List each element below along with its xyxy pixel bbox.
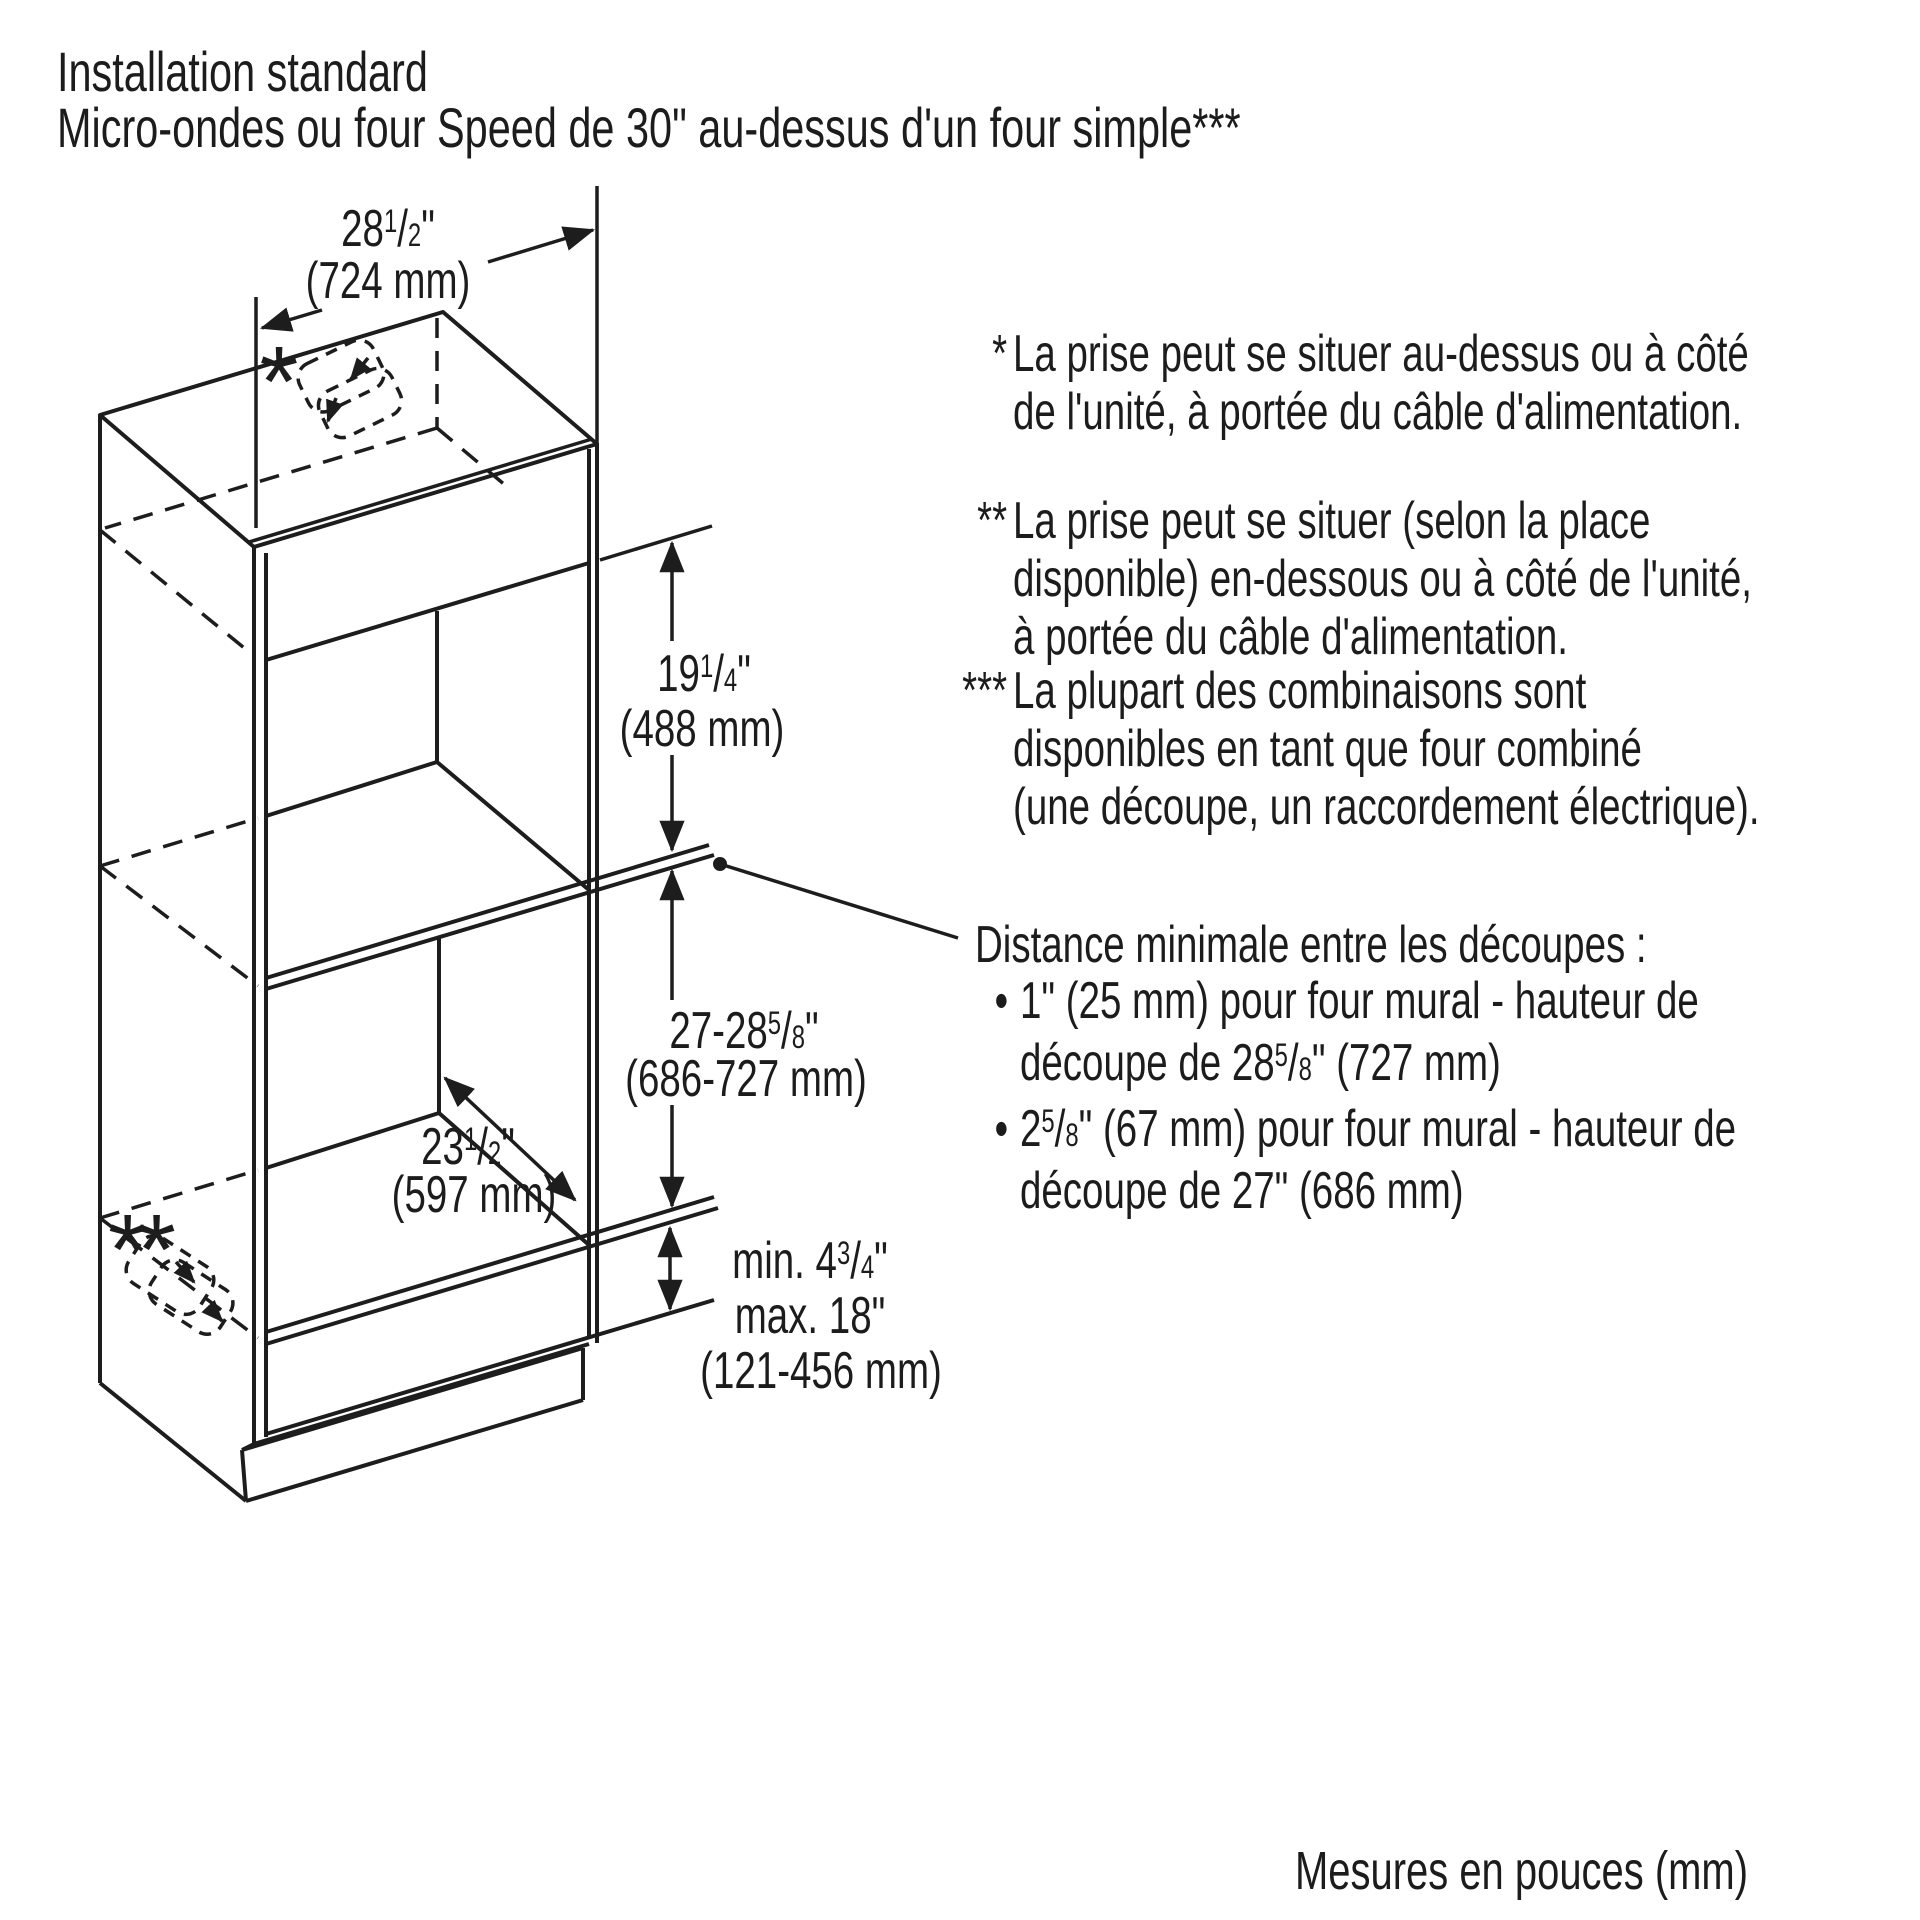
note-1-line-2: de l'unité, à portée du câble d'alimentation. [1013, 383, 1743, 441]
dim-bottom-min: min. $4^3/4$" [732, 1232, 888, 1290]
dim-upper-cutout-mm: (488 mm) [619, 700, 785, 758]
upper-ext-stub [600, 526, 712, 560]
dim-bottom-mm: (121-456 mm) [700, 1342, 942, 1400]
outlet-top-arrow-1 [351, 358, 368, 379]
side-bottom-edge [100, 1383, 246, 1501]
note-2-line-1: La prise peut se situer (selon la place [1013, 492, 1651, 550]
upper-cutout-top-edge [266, 563, 589, 660]
outlet-top-box-a [293, 335, 389, 418]
note-3-line-1: La plupart des combinaisons sont [1013, 662, 1587, 720]
upper-floor-back-junction [266, 762, 437, 816]
bottom-rail-lower-line [266, 1208, 718, 1344]
note-2-line-2: disponible) en-dessous ou à côté de l'unité, [1013, 550, 1752, 608]
cutout-distance-bullet-1-line-1: • 1" (25 mm) pour four mural - hauteur de [994, 972, 1699, 1030]
dim-upper-cutout-inches: $19^1/4$" [657, 645, 751, 703]
dimension-lines [256, 186, 958, 1309]
note-marker-3: *** [962, 662, 1008, 720]
cutout-distance-bullet-2-line-2: découpe de 27" (686 mm) [1020, 1162, 1464, 1220]
dim-oven-cutout-inches: $27-28^5/8$" [669, 1002, 819, 1060]
cutout-distance-bullet-2-line-1: • $2^5/8$" (67 mm) pour four mural - hauteur de [994, 1100, 1737, 1158]
dim-cabinet-width-mm: (724 mm) [305, 252, 471, 310]
note-3-line-2: disponibles en tant que four combiné [1013, 720, 1642, 778]
upper-floor-right-junction [437, 762, 589, 890]
outlet-top-asterisk: * [259, 326, 299, 438]
title-line-2: Micro-ondes ou four Speed de 30" au-dessus d'un four simple*** [57, 96, 1241, 159]
cutout-separator-bottom [266, 855, 714, 989]
toe-kick-step [242, 1444, 254, 1501]
note-outlet-below [977, 492, 1752, 666]
lower-floor-back-junction [266, 1113, 439, 1168]
cabinet-bottom-outer-line [254, 1344, 589, 1444]
note-combinations [962, 662, 1760, 836]
hidden-ceiling-back-junction [105, 428, 437, 528]
bullet-dot-1: • [994, 972, 1009, 1030]
cabinet-outline [100, 312, 718, 1501]
dim-oven-cutout-mm: (686-727 mm) [625, 1050, 867, 1108]
hidden-upper-floor-back-junction [100, 818, 258, 866]
hidden-ceiling-left-junction [100, 530, 254, 656]
width-arrow-right [488, 230, 593, 262]
page-title [57, 40, 1241, 159]
note-1-line-1: La prise peut se situer au-dessus ou à côté [1013, 325, 1749, 383]
toe-kick-top-edge [242, 1348, 583, 1450]
cutout-distance-heading: Distance minimale entre les découpes : [975, 916, 1647, 974]
dim-depth-inches: $23^1/2$" [421, 1118, 515, 1176]
cutout-distance-bullet-1-line-2: découpe de $28^5/8$" (727 mm) [1020, 1034, 1501, 1092]
title-line-1: Installation standard [57, 40, 428, 103]
separator-leader-line [720, 864, 958, 938]
outlet-bottom-asterisk: ** [108, 1194, 166, 1306]
dim-bottom-max: max. 18" [734, 1287, 886, 1345]
outlet-top-box-b [313, 363, 407, 443]
dim-depth-mm: (597 mm) [391, 1166, 557, 1224]
toe-kick-bottom-edge [246, 1400, 583, 1501]
note-marker-2: ** [977, 492, 1008, 550]
note-2-line-3: à portée du câble d'alimentation. [1013, 608, 1568, 666]
bullet-dot-2: • [994, 1100, 1009, 1158]
note-3-line-3: (une découpe, un raccordement électrique). [1013, 778, 1760, 836]
note-marker-1: * [992, 325, 1008, 383]
dim-cabinet-width-inches: $28^1/2$" [341, 200, 435, 258]
units-note: Mesures en pouces (mm) [1295, 1841, 1749, 1901]
top-face-inner-line [249, 439, 592, 542]
cabinet-bottom-inner-line [266, 1300, 714, 1434]
note-outlet-above [992, 325, 1749, 441]
hidden-upper-floor-left-junction [100, 866, 258, 986]
cutout-separator-top [266, 845, 709, 978]
